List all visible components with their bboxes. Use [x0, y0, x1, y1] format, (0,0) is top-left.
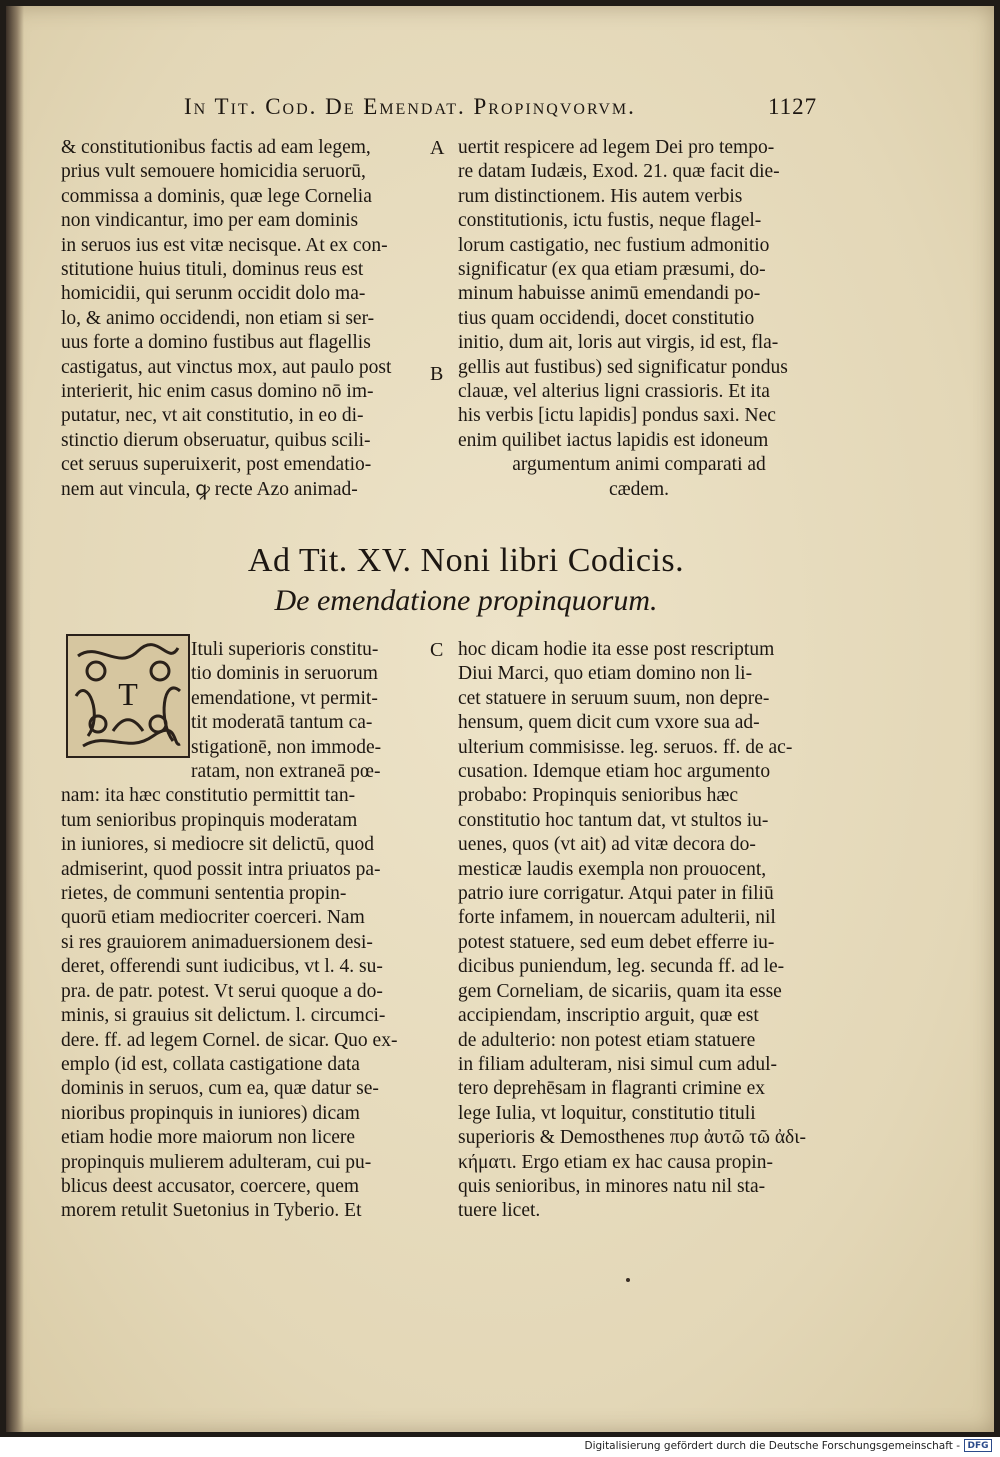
- text-line: potest statuere, sed eum debet efferre iu-: [458, 931, 775, 953]
- text-line: dicibus puniendum, leg. secunda ff. ad le-: [458, 956, 785, 978]
- footer-bar: [0, 1437, 1000, 1457]
- text-line: hensum, quem dicit cum vxore sua ad-: [458, 712, 760, 734]
- text-line: re datam Iudæis, Exod. 21. quæ facit die-: [458, 161, 780, 183]
- margin-marker-a: A: [430, 137, 445, 159]
- text-line: nam: ita hæc constitutio permittit tan-: [61, 785, 356, 807]
- ink-speck: [626, 1278, 630, 1282]
- column-right-top: [458, 136, 820, 502]
- text-line: stinctio dierum obseruatur, quibus scili-: [61, 429, 371, 451]
- initial-letter: T: [118, 676, 138, 712]
- text-line: quis senioribus, in minores natu nil sta-: [458, 1175, 766, 1197]
- text-line: Ituli superioris constitu-: [191, 639, 379, 660]
- text-line: initio, dum ait, loris aut virgis, id est, fla-: [458, 332, 779, 354]
- text-line: hoc dicam hodie ita esse post rescriptum: [458, 639, 775, 660]
- text-line: uertit respicere ad legem Dei pro tempo-: [458, 137, 775, 158]
- text-line: nioribus propinquis in iuniores) dicam: [61, 1102, 360, 1124]
- column-right-bottom: [458, 638, 820, 1224]
- text-line: Diui Marci, quo etiam domino non li-: [458, 663, 753, 685]
- column-left-top: [61, 136, 431, 502]
- text-line: argumentum animi comparati ad: [512, 454, 766, 476]
- text-line: in iuniores, si mediocre sit delictū, quod: [61, 834, 375, 856]
- text-line: admiserint, quod possit intra priuatos pa-: [61, 858, 381, 880]
- text-line: non vindicantur, imo per eam dominis: [61, 210, 359, 232]
- text-line: his verbis [ictu lapidis] pondus saxi. Nec: [458, 405, 776, 427]
- text-line: mesticæ laudis exempla non prouocent,: [458, 858, 767, 880]
- text-line: morem retulit Suetonius in Tyberio. Et: [61, 1200, 362, 1222]
- text-line: & constitutionibus factis ad eam legem,: [61, 137, 371, 158]
- text-line: commissa a dominis, quæ lege Cornelia: [61, 185, 372, 207]
- text-line: gem Corneliam, de sicariis, quam ita esse: [458, 980, 782, 1002]
- text-line: castigatus, aut vinctus mox, aut paulo post: [61, 356, 392, 378]
- section-subtitle: De emendatione propinquorum.: [274, 584, 658, 617]
- text-line: cet statuere in seruum suum, non depre-: [458, 687, 770, 709]
- funding-credit: Digitalisierung gefördert durch die Deutsche Forschungsgemeinschaft -: [584, 1440, 960, 1452]
- text-line: putatur, nec, vt ait constitutio, in eo di-: [61, 405, 364, 427]
- text-line: homicidii, qui serunm occidit dolo ma-: [61, 283, 366, 305]
- page-binding-shadow: [6, 6, 24, 1432]
- text-line: constitutionis, ictu fustis, neque flagel-: [458, 210, 762, 232]
- text-line: significatur (ex qua etiam præsumi, do-: [458, 259, 766, 281]
- text-line: de adulterio: non potest etiam statuere: [458, 1029, 756, 1051]
- text-line: tero deprehēsam in flagranti crimine ex: [458, 1078, 765, 1100]
- book-page: [6, 6, 994, 1432]
- text-line: in seruos ius est vitæ necisque. At ex con-: [61, 234, 388, 256]
- column-left-bottom: [61, 638, 431, 1224]
- text-line: accipiendam, inscriptio arguit, quæ est: [458, 1005, 759, 1027]
- text-line: quorū etiam mediocriter coerceri. Nam: [61, 907, 365, 929]
- text-line: deret, offerendi sunt iudicibus, vt l. 4. su-: [61, 956, 383, 978]
- text-line: stitutione huius tituli, dominus reus est: [61, 259, 364, 281]
- text-line: uenes, quos (vt ait) ad vitæ decora do-: [458, 834, 756, 856]
- text-line: constitutio hoc tantum dat, vt stultos iu-: [458, 809, 769, 831]
- text-line: clauæ, vel alterius ligni crassioris. Et ita: [458, 381, 770, 403]
- text-line: lege Iulia, vt loquitur, constitutio tituli: [458, 1102, 756, 1124]
- text-line: lorum castigatio, nec fustium admonitio: [458, 234, 770, 256]
- page-number: 1127: [768, 94, 818, 119]
- text-line: minis, si grauius sit delictum. l. circumci-: [61, 1005, 386, 1027]
- text-line: nem aut vincula, ꝙ recte Azo animad-: [61, 478, 358, 500]
- margin-marker-c: C: [430, 639, 444, 661]
- text-line: propinquis mulierem adulteram, cui pu-: [61, 1151, 372, 1173]
- text-line: emendatione, vt permit-: [191, 687, 378, 709]
- text-line: forte infamem, in nouercam adulterii, nil: [458, 907, 776, 929]
- text-line: superioris & Demosthenes πυρ ἀυτῶ τῶ ἀδι-: [458, 1127, 806, 1149]
- text-line: in filiam adulteram, nisi simul cum adul-: [458, 1053, 777, 1075]
- text-line: tius quam occidendi, docet constitutio: [458, 307, 755, 329]
- text-line: ratam, non extraneā pœ-: [191, 761, 381, 783]
- text-line: enim quilibet iactus lapidis est idoneum: [458, 429, 769, 451]
- text-line: prius vult semouere homicidia seruorū,: [61, 161, 366, 183]
- text-line: pra. de patr. potest. Vt serui quoque a do-: [61, 980, 383, 1002]
- text-line: cusation. Idemque etiam hoc argumento: [458, 761, 771, 783]
- text-line: ulterium commisisse. leg. seruos. ff. de ac-: [458, 736, 793, 758]
- text-line: cædem.: [608, 478, 670, 500]
- text-line: tio dominis in seruorum: [191, 663, 378, 685]
- text-line: emplo (id est, collata castigatione data: [61, 1053, 360, 1075]
- text-line: lo, & animo occidendi, non etiam si ser-: [61, 307, 375, 329]
- text-line: etiam hodie more maiorum non licere: [61, 1127, 356, 1149]
- text-line: κήματι. Ergo etiam ex hac causa propin-: [458, 1151, 773, 1173]
- text-line: probabo: Propinquis senioribus hæc: [458, 785, 739, 807]
- text-line: si res grauiorem animaduersionem desi-: [61, 931, 373, 953]
- text-line: tit moderatā tantum ca-: [191, 712, 373, 734]
- text-line: cet seruus superuixerit, post emendatio-: [61, 454, 372, 476]
- text-line: stigationē, non immode-: [191, 736, 382, 758]
- running-head: In Tit. Cod. De Emendat. Propinqvorvm.: [184, 94, 636, 119]
- text-line: gellis aut fustibus) sed significatur pondus: [458, 356, 788, 378]
- margin-marker-b: B: [430, 363, 444, 385]
- text-line: dominis in seruos, cum ea, quæ datur se-: [61, 1078, 379, 1100]
- text-line: tuere licet.: [458, 1200, 541, 1222]
- text-line: blicus deest accusator, coercere, quem: [61, 1175, 360, 1197]
- text-line: rum distinctionem. His autem verbis: [458, 185, 743, 207]
- text-line: uus forte a domino fustibus aut flagellis: [61, 332, 371, 354]
- text-line: minum habuisse animū emendandi po-: [458, 283, 761, 305]
- dfg-logo: DFG: [964, 1439, 992, 1452]
- text-line: dere. ff. ad legem Cornel. de sicar. Quo ex-: [61, 1029, 398, 1051]
- section-title: Ad Tit. XV. Noni libri Codicis.: [247, 542, 685, 579]
- text-line: tum senioribus propinquis moderatam: [61, 809, 358, 831]
- text-line: interierit, hic enim casus domino nō im-: [61, 381, 374, 403]
- text-line: patrio iure corrigatur. Atqui pater in filiū: [458, 883, 774, 905]
- text-line: rietes, de communi sententia propin-: [61, 883, 347, 905]
